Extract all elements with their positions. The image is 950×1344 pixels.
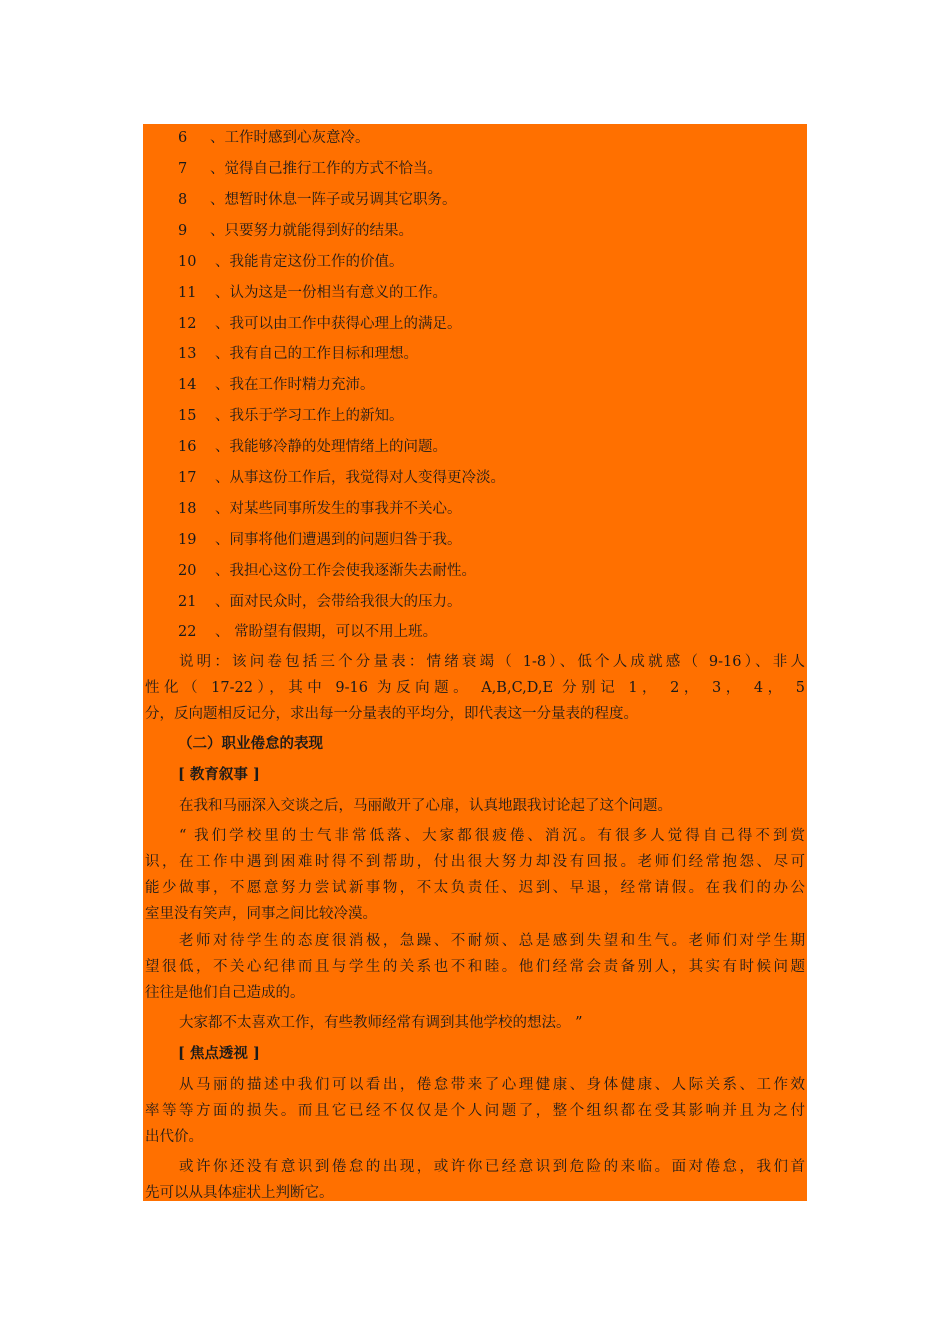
list-item: 7 、觉得自己推行工作的方式不恰当。 — [178, 161, 442, 177]
list-item: 8 、想暂时休息一阵子或另调其它职务。 — [178, 192, 457, 208]
list-item: 9 、只要努力就能得到好的结果。 — [178, 223, 413, 239]
list-item: 6 、工作时感到心灰意冷。 — [178, 130, 370, 146]
list-item: 20 、我担心这份工作会使我逐渐失去耐性。 — [178, 563, 476, 579]
label-narrative: [ 教育叙事 ] — [178, 766, 260, 783]
list-item: 21 、面对民众时，会带给我很大的压力。 — [178, 594, 462, 610]
list-item: 15 、我乐于学习工作上的新知。 — [178, 408, 404, 424]
list-item: 17 、从事这份工作后，我觉得对人变得更冷淡。 — [178, 470, 505, 486]
list-item: 11 、认为这是一份相当有意义的工作。 — [178, 285, 447, 301]
list-item: 19 、同事将他们遭遇到的问题归咎于我。 — [178, 532, 462, 548]
list-item: 12 、我可以由工作中获得心理上的满足。 — [178, 316, 462, 332]
list-item: 13 、我有自己的工作目标和理想。 — [178, 346, 418, 362]
list-item: 18 、对某些同事所发生的事我并不关心。 — [178, 501, 462, 517]
label-focus: [ 焦点透视 ] — [178, 1045, 260, 1062]
list-item: 10 、我能肯定这份工作的价值。 — [178, 254, 404, 270]
list-item: 14 、我在工作时精力充沛。 — [178, 377, 375, 393]
list-item: 22 、 常盼望有假期，可以不用上班。 — [178, 624, 438, 640]
section-title: （二）职业倦怠的表现 — [178, 735, 323, 752]
list-item: 16 、我能够冷静的处理情绪上的问题。 — [178, 439, 447, 455]
